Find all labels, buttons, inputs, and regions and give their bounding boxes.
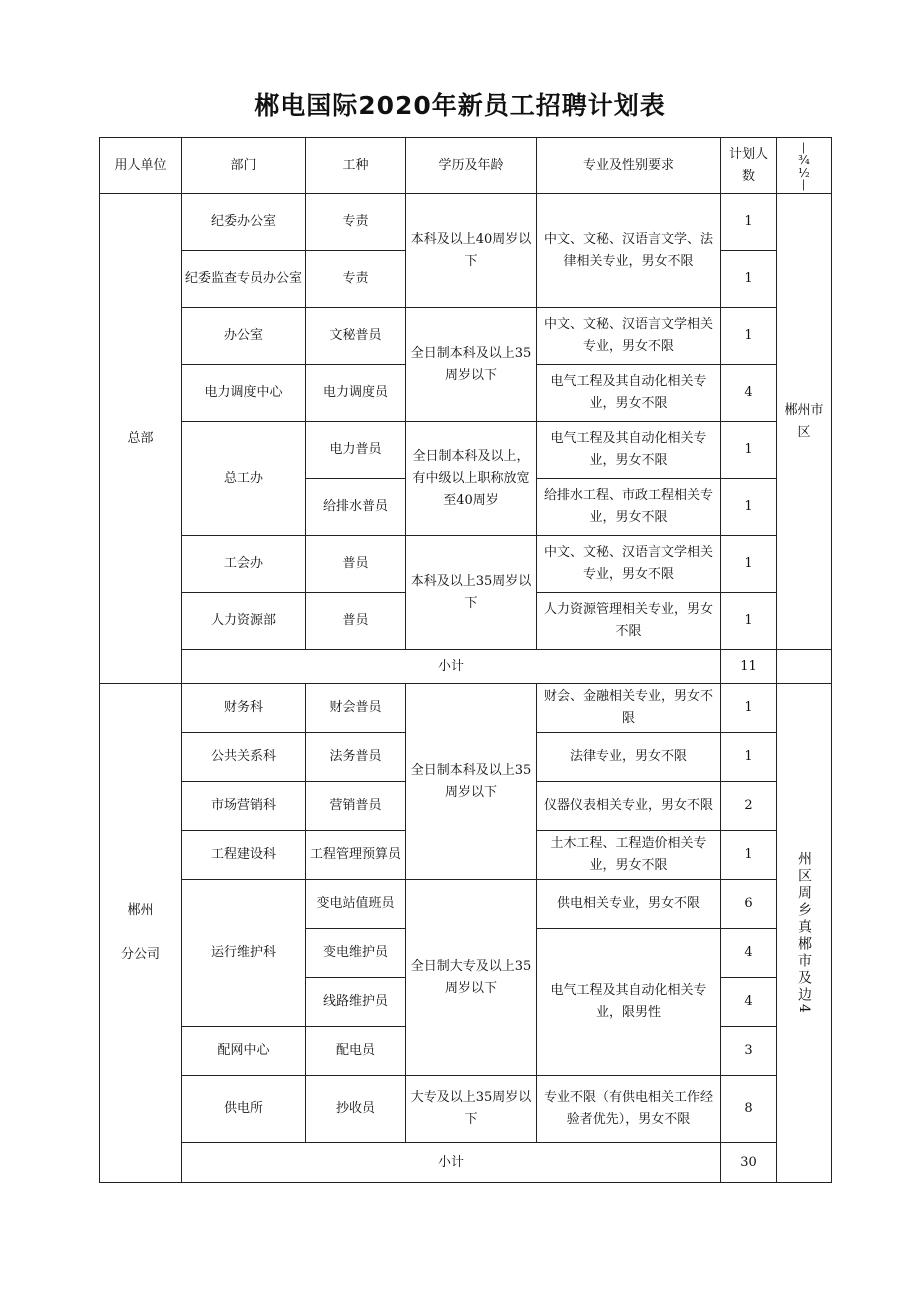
job-cell: 变电维护员 (306, 929, 406, 978)
job-cell: 线路维护员 (306, 978, 406, 1027)
major-cell: 中文、文秘、汉语言文学、法律相关专业，男女不限 (537, 194, 721, 308)
table-row (100, 422, 832, 479)
major-cell: 电气工程及其自动化相关专业，限男性 (537, 929, 721, 1076)
job-cell: 配电员 (306, 1027, 406, 1076)
job-cell: 财会普员 (306, 684, 406, 733)
table-row (100, 1076, 832, 1143)
major-cell: 中文、文秘、汉语言文学相关专业，男女不限 (537, 536, 721, 593)
dept-cell: 人力资源部 (182, 593, 306, 650)
location-spacer (777, 650, 832, 684)
major-cell: 人力资源管理相关专业，男女不限 (537, 593, 721, 650)
edu-cell: 大专及以上35周岁以下 (406, 1076, 537, 1143)
count-cell: 1 (721, 684, 777, 733)
major-cell: 给排水工程、市政工程相关专业，男女不限 (537, 479, 721, 536)
major-cell: 专业不限（有供电相关工作经验者优先），男女不限 (537, 1076, 721, 1143)
subtotal-label: 小计 (182, 650, 721, 684)
edu-cell: 全日制本科及以上，有中级以上职称放宽至40周岁 (406, 422, 537, 536)
dept-cell: 纪委监查专员办公室 (182, 251, 306, 308)
job-cell: 工程管理预算员 (306, 831, 406, 880)
dept-cell: 市场营销科 (182, 782, 306, 831)
table-row (100, 194, 832, 251)
dept-cell: 配网中心 (182, 1027, 306, 1076)
major-cell: 电气工程及其自动化相关专业，男女不限 (537, 365, 721, 422)
header-location: —¾½— (777, 138, 832, 194)
dept-cell: 供电所 (182, 1076, 306, 1143)
count-cell: 1 (721, 251, 777, 308)
count-cell: 1 (721, 479, 777, 536)
job-cell: 文秘普员 (306, 308, 406, 365)
job-cell: 专责 (306, 194, 406, 251)
dept-cell: 办公室 (182, 308, 306, 365)
edu-cell: 全日制本科及以上35周岁以下 (406, 308, 537, 422)
edu-cell: 全日制大专及以上35周岁以下 (406, 880, 537, 1076)
job-cell: 给排水普员 (306, 479, 406, 536)
table-header-row (100, 138, 832, 194)
count-cell: 6 (721, 880, 777, 929)
dept-cell: 公共关系科 (182, 733, 306, 782)
job-cell: 营销普员 (306, 782, 406, 831)
count-cell: 1 (721, 593, 777, 650)
dept-cell: 工会办 (182, 536, 306, 593)
subtotal-row (100, 1143, 832, 1183)
subtotal-value: 11 (721, 650, 777, 684)
page-title: 郴电国际2020年新员工招聘计划表 (254, 91, 666, 120)
job-cell: 电力调度员 (306, 365, 406, 422)
dept-cell: 总工办 (182, 422, 306, 536)
major-cell: 土木工程、工程造价相关专业，男女不限 (537, 831, 721, 880)
job-cell: 普员 (306, 536, 406, 593)
job-cell: 抄收员 (306, 1076, 406, 1143)
count-cell: 2 (721, 782, 777, 831)
subtotal-row (100, 650, 832, 684)
dept-cell: 运行维护科 (182, 880, 306, 1027)
major-cell: 仪器仪表相关专业，男女不限 (537, 782, 721, 831)
unit-cell-branch: 郴州 分公司 (100, 684, 182, 1183)
count-cell: 1 (721, 308, 777, 365)
count-cell: 8 (721, 1076, 777, 1143)
count-cell: 4 (721, 929, 777, 978)
table-row (100, 684, 832, 733)
count-cell: 4 (721, 978, 777, 1027)
table-row (100, 880, 832, 929)
job-cell: 普员 (306, 593, 406, 650)
recruitment-plan-table (99, 137, 832, 1183)
major-cell: 供电相关专业，男女不限 (537, 880, 721, 929)
location-cell-hq: 郴州市区 (777, 194, 832, 650)
edu-cell: 本科及以上40周岁以下 (406, 194, 537, 308)
count-cell: 1 (721, 422, 777, 479)
job-cell: 变电站值班员 (306, 880, 406, 929)
dept-cell: 纪委办公室 (182, 194, 306, 251)
major-cell: 财会、金融相关专业，男女不限 (537, 684, 721, 733)
unit-cell-hq: 总部 (100, 194, 182, 684)
job-cell: 专责 (306, 251, 406, 308)
job-cell: 电力普员 (306, 422, 406, 479)
count-cell: 1 (721, 194, 777, 251)
count-cell: 1 (721, 831, 777, 880)
dept-cell: 财务科 (182, 684, 306, 733)
header-dept: 部门 (182, 138, 306, 194)
header-unit: 用人单位 (100, 138, 182, 194)
count-cell: 3 (721, 1027, 777, 1076)
dept-cell: 工程建设科 (182, 831, 306, 880)
header-edu: 学历及年龄 (406, 138, 537, 194)
table-row (100, 308, 832, 365)
header-job: 工种 (306, 138, 406, 194)
header-count: 计划人数 (721, 138, 777, 194)
major-cell: 法律专业，男女不限 (537, 733, 721, 782)
job-cell: 法务普员 (306, 733, 406, 782)
major-cell: 中文、文秘、汉语言文学相关专业，男女不限 (537, 308, 721, 365)
header-major: 专业及性别要求 (537, 138, 721, 194)
major-cell: 电气工程及其自动化相关专业，男女不限 (537, 422, 721, 479)
subtotal-value: 30 (721, 1143, 777, 1183)
count-cell: 4 (721, 365, 777, 422)
edu-cell: 本科及以上35周岁以下 (406, 536, 537, 650)
count-cell: 1 (721, 733, 777, 782)
dept-cell: 电力调度中心 (182, 365, 306, 422)
location-cell-branch: 州区周乡真郴市及边4 (777, 684, 832, 1183)
edu-cell: 全日制本科及以上35周岁以下 (406, 684, 537, 880)
count-cell: 1 (721, 536, 777, 593)
subtotal-label: 小计 (182, 1143, 721, 1183)
table-row (100, 536, 832, 593)
